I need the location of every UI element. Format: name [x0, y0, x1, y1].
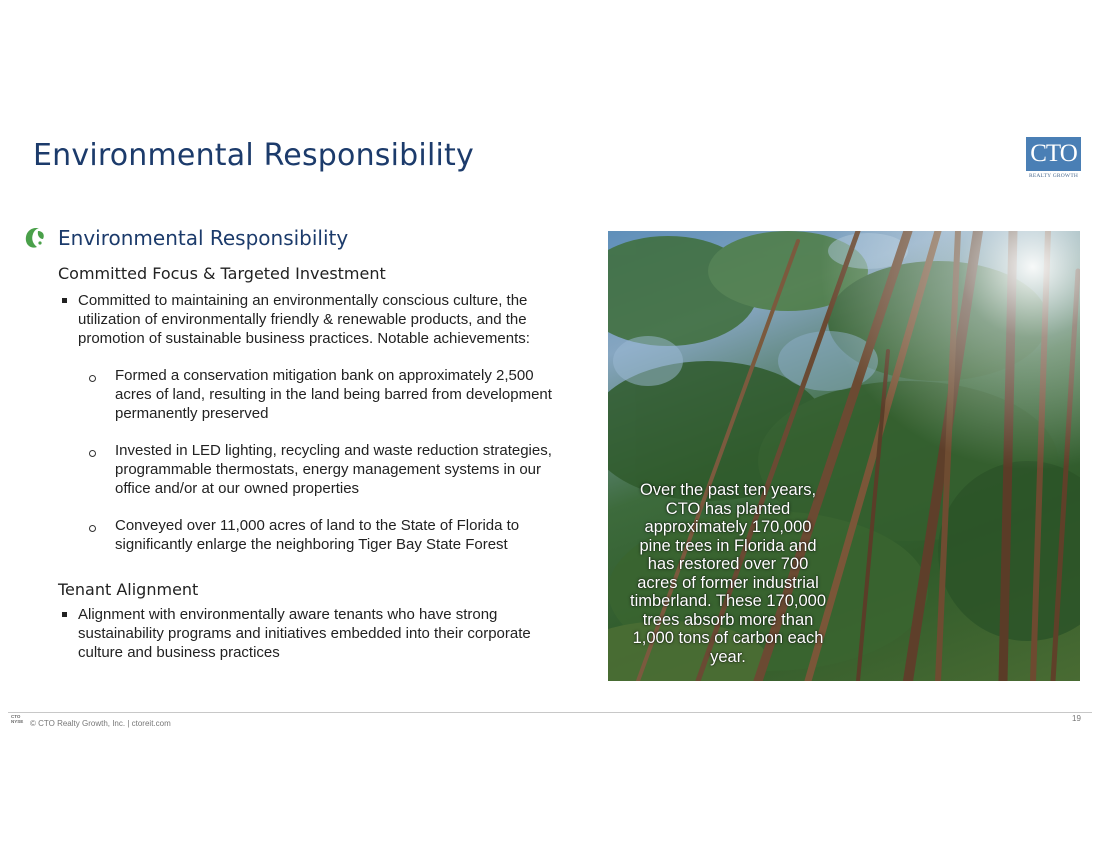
list-item: Formed a conservation mitigation bank on approximately 2,500 acres of land, resulting in the land being barred from development permanently preserved: [58, 366, 568, 423]
subheading-focus: Committed Focus & Targeted Investment: [58, 264, 386, 283]
bullet-item: Committed to maintaining an environmentally conscious culture, the utilization of environmentally friendly & renewable products, and the promotion of sustainable business practices. Notable achievements:: [58, 291, 568, 348]
page-title: Environmental Responsibility: [33, 138, 474, 173]
section-title: Environmental Responsibility: [58, 226, 349, 250]
forest-photo: [608, 231, 1080, 681]
footer-divider: [8, 712, 1092, 713]
leaf-icon: [22, 225, 48, 251]
footer-logo: CTO NYSE: [11, 714, 24, 724]
page-number: 19: [1072, 714, 1081, 723]
list-item: Conveyed over 11,000 acres of land to the State of Florida to significantly enlarge the neighboring Tiger Bay State Forest: [58, 516, 568, 554]
company-logo: [1026, 137, 1081, 179]
content-column: [58, 264, 568, 662]
footer-copyright: © CTO Realty Growth, Inc. | ctoreit.com: [30, 719, 171, 728]
bullet-item: Alignment with environmentally aware tenants who have strong sustainability programs and initiatives embedded into their corporate culture and business practices: [58, 605, 568, 662]
subheading-tenant: Tenant Alignment: [58, 580, 199, 599]
photo-caption: Over the past ten years, CTO has planted approximately 170,000 pine trees in Florida and has restored over 700 acres of former industrial timberland. These 170,000 trees absorb more than 1,000 tons of carbon each year.: [630, 481, 826, 666]
achievement-list: [58, 366, 568, 554]
logo-tagline: REALTY GROWTH: [1028, 173, 1079, 179]
logo-mark: CTO: [1026, 137, 1081, 171]
section-header: [22, 225, 348, 251]
list-item: Invested in LED lighting, recycling and waste reduction strategies, programmable thermostats, energy management systems in our office and/or at our owned properties: [58, 441, 568, 498]
